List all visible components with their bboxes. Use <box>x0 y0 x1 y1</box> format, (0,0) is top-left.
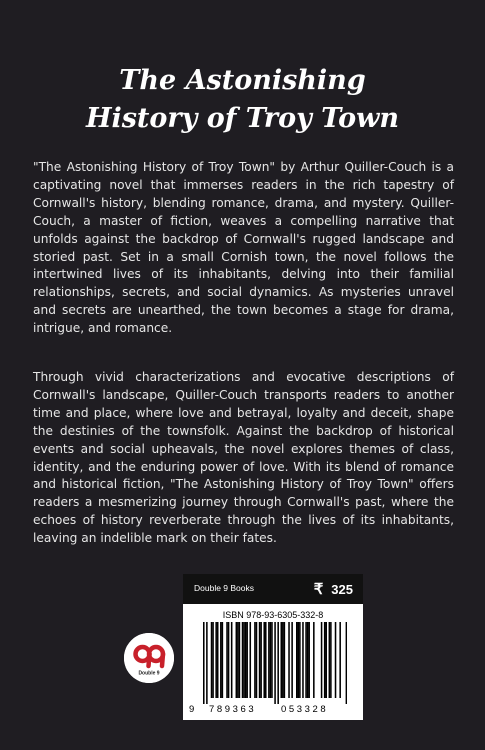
barcode-bar <box>242 622 244 698</box>
barcode-bar <box>212 622 214 698</box>
barcode <box>199 622 347 704</box>
barcode-bar <box>222 622 224 698</box>
barcode-bar <box>263 622 265 698</box>
barcode-bar <box>270 622 272 698</box>
barcode-bar <box>256 622 258 698</box>
barcode-bar <box>237 622 239 698</box>
barcode-bar <box>265 622 267 698</box>
barcode-bar <box>346 622 347 704</box>
barcode-bar <box>277 622 279 704</box>
barcode-first-digit: 9 <box>189 704 195 715</box>
barcode-bar <box>211 622 213 698</box>
barcode-bar <box>231 622 233 698</box>
barcode-bar <box>339 622 341 698</box>
description-paragraph-1: "The Astonishing History of Troy Town" by Arthur Quiller-Couch is a captivating novel that immerses readers in the rich tapestry of Cornwall's history, blending romance, drama, and mystery. Quiller-Couch, a master of fiction, weaves a compelling narrative that unfolds against the backdrop of Cornwall's rugged landscape and storied past. Set in a small Cornish town, the novel follows the intertwined lives of its inhabitants, delving into their familial relationships, secrets, and social dynamics. As mysteries unravel and secrets are unearthed, the town becomes a stage for drama, intrigue, and romance. <box>33 160 454 336</box>
barcode-bar <box>245 622 247 698</box>
barcode-bar <box>298 622 300 698</box>
barcode-bar <box>203 622 205 704</box>
barcode-bar <box>228 622 230 698</box>
barcode-bar <box>284 622 286 698</box>
barcode-bar <box>282 622 284 698</box>
price-amount: 325 <box>331 582 353 597</box>
title-line-1: The Astonishing <box>119 65 366 96</box>
barcode-bar <box>215 622 217 698</box>
barcode-bar <box>268 622 270 698</box>
publisher-logo <box>124 633 174 683</box>
barcode-bar <box>296 622 298 698</box>
barcode-bar <box>206 622 208 704</box>
barcode-bar <box>226 622 228 698</box>
barcode-bar <box>254 622 256 698</box>
barcode-bar <box>250 622 252 698</box>
barcode-bar <box>324 622 326 698</box>
price-label <box>314 580 353 598</box>
barcode-bar <box>299 622 301 698</box>
barcode-bar <box>274 622 276 704</box>
barcode-bar <box>281 622 283 698</box>
barcode-bar <box>259 622 261 698</box>
barcode-bar <box>321 622 323 698</box>
barcode-box <box>183 574 363 720</box>
barcode-bar <box>217 622 219 698</box>
barcode-bar <box>325 622 327 698</box>
barcode-bar <box>288 622 290 698</box>
barcode-bar <box>335 622 337 698</box>
barcode-bar <box>313 622 315 698</box>
barcode-bar <box>329 622 331 698</box>
barcode-bar <box>307 622 309 698</box>
barcode-bar <box>236 622 238 698</box>
barcode-bar <box>239 622 241 698</box>
barcode-bar <box>271 622 273 698</box>
barcode-bar <box>291 622 293 698</box>
barcode-bar <box>308 622 310 698</box>
barcode-bar <box>302 622 304 698</box>
logo-text: Double 9 <box>138 670 160 677</box>
title-line-2: History of Troy Town <box>85 103 400 134</box>
barcode-left-digits: 789363 <box>209 704 257 715</box>
barcode-bar <box>305 622 307 698</box>
barcode-bar <box>243 622 245 698</box>
barcode-bar <box>260 622 262 698</box>
barcode-right-digits: 053328 <box>281 704 329 715</box>
barcode-bar <box>220 622 222 698</box>
book-title <box>0 62 485 138</box>
isbn-text: ISBN 978-93-6305-332-8 <box>222 610 324 620</box>
barcode-bar <box>246 622 248 698</box>
description-paragraph-2: Through vivid characterizations and evocative descriptions of Cornwall's landscape, Quiller-Couch transports readers to another time and place, where love and betrayal, loyalty and deceit, shape the destinies of the townsfolk. Against the backdrop of historical events and social upheavals, the novel explores themes of class, identity, and the enduring power of love. With its blend of romance and historical fiction, "The Astonishing History of Troy Town" offers readers a mesmerizing journey through Cornwall's past, where the echoes of history reverberate through the lives of its inhabitants, leaving an indelible mark on their fates. <box>33 370 454 546</box>
price-header <box>183 574 363 604</box>
barcode-bar <box>330 622 332 698</box>
rupee-icon: ₹ <box>313 581 324 598</box>
publisher-name: Double 9 Books <box>194 583 255 593</box>
